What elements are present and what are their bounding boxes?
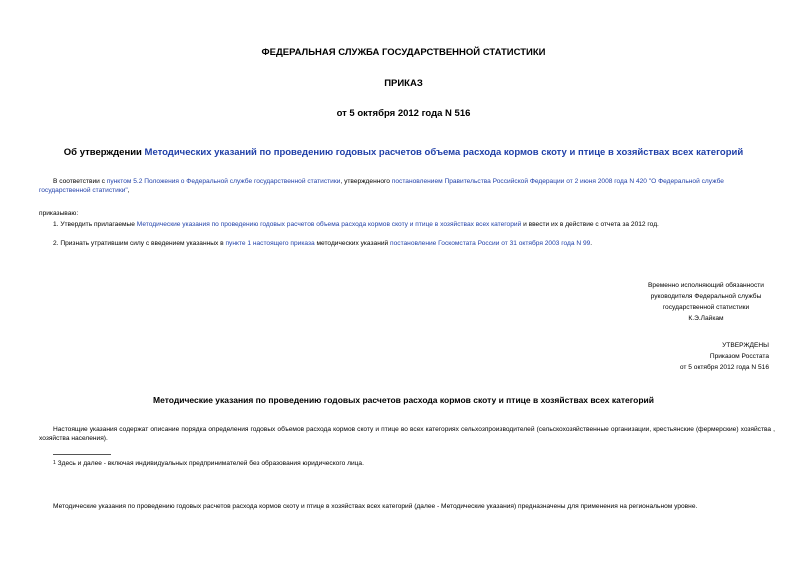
item1-text-2: и ввести их в действие с отчета за 2012 год. [521,221,659,228]
preamble-text-2: , утвержденного [340,178,392,185]
title-link[interactable]: Методических указаний по проведению годовых расчетов объема расхода кормов скоту и птице в хозяйствах всех категорий [144,147,744,158]
approved-line-1: УТВЕРЖДЕНЫ [722,342,769,349]
item1-reference-link[interactable]: пункте 1 настоящего приказа [225,240,315,247]
signature-line-1: Временно исполняющий обязанности [648,282,764,289]
signature-line-2: руководителя Федеральной службы [650,293,762,300]
methodical-guidelines-link[interactable]: Методические указания по проведению годовых расчетов объема расхода кормов скоту и птице в хозяйствах всех категорий [136,221,522,228]
approved-line-2: Приказом Росстата [709,353,769,360]
footnote-text: Здесь и далее - включая индивидуальных предпринимателей без образования юридического лица. [57,460,364,467]
item2-text-2: методических указаний [314,240,391,247]
government-decree-link[interactable]: постановлением Правительства Российской Федерации от 2 июня 2008 года N 420 "О Федеральной службе государственной статистики" [39,178,724,194]
footnote-divider [53,454,111,455]
organization-heading: ФЕДЕРАЛЬНАЯ СЛУЖБА ГОСУДАРСТВЕННОЙ СТАТИСТИКИ [261,47,546,58]
footnote-marker: 1 [53,460,56,466]
signature-name: К.Э.Лайкам [688,315,724,322]
final-paragraph: Методические указания по проведению годовых расчетов расхода кормов скоту и птице в хозяйствах всех категорий (далее - Методические указания) предназначены для применения на региональном уровне. [53,503,698,510]
goskomstat-resolution-link[interactable]: постановление Госкомстата России от 31 октября 2003 года N 99 [390,240,591,247]
signature-line-3: государственной статистики [662,304,750,311]
item2-text-3: . [590,240,593,247]
document-date-number: от 5 октября 2012 года N 516 [336,108,471,119]
signature-block [636,280,776,324]
item2-text-1: 2. Признать утратившим силу с введением указанных в [53,240,226,247]
preamble-text-1: В соответствии с [53,178,107,185]
title-prefix: Об утверждении [63,147,145,158]
preamble-text-3: , [127,187,130,194]
order-item-2 [53,239,777,248]
order-word: приказываю: [39,210,79,217]
intro-paragraph: Настоящие указания содержат описание порядка определения годовых объемов расхода кормов скоту и птице во всех категориях сельхозпроизводителей (сельскохозяйственные организации, крестьянские (фермерские) хозяйства , хозяйства населения). [39,426,775,442]
footnote [53,459,753,468]
document-type-heading: ПРИКАЗ [384,78,423,89]
approved-line-3: от 5 октября 2012 года N 516 [679,364,769,371]
section-title: Методические указания по проведению годовых расчетов расхода кормов скоту и птице в хозяйствах всех категорий [153,395,654,405]
approved-block [680,340,769,373]
order-item-1 [53,220,777,229]
preamble-paragraph [39,177,775,195]
document-title [0,147,807,158]
regulation-link[interactable]: пунктом 5.2 Положения о Федеральной службе государственной статистики [106,178,341,185]
item1-text-1: 1. Утвердить прилагаемые [53,221,137,228]
